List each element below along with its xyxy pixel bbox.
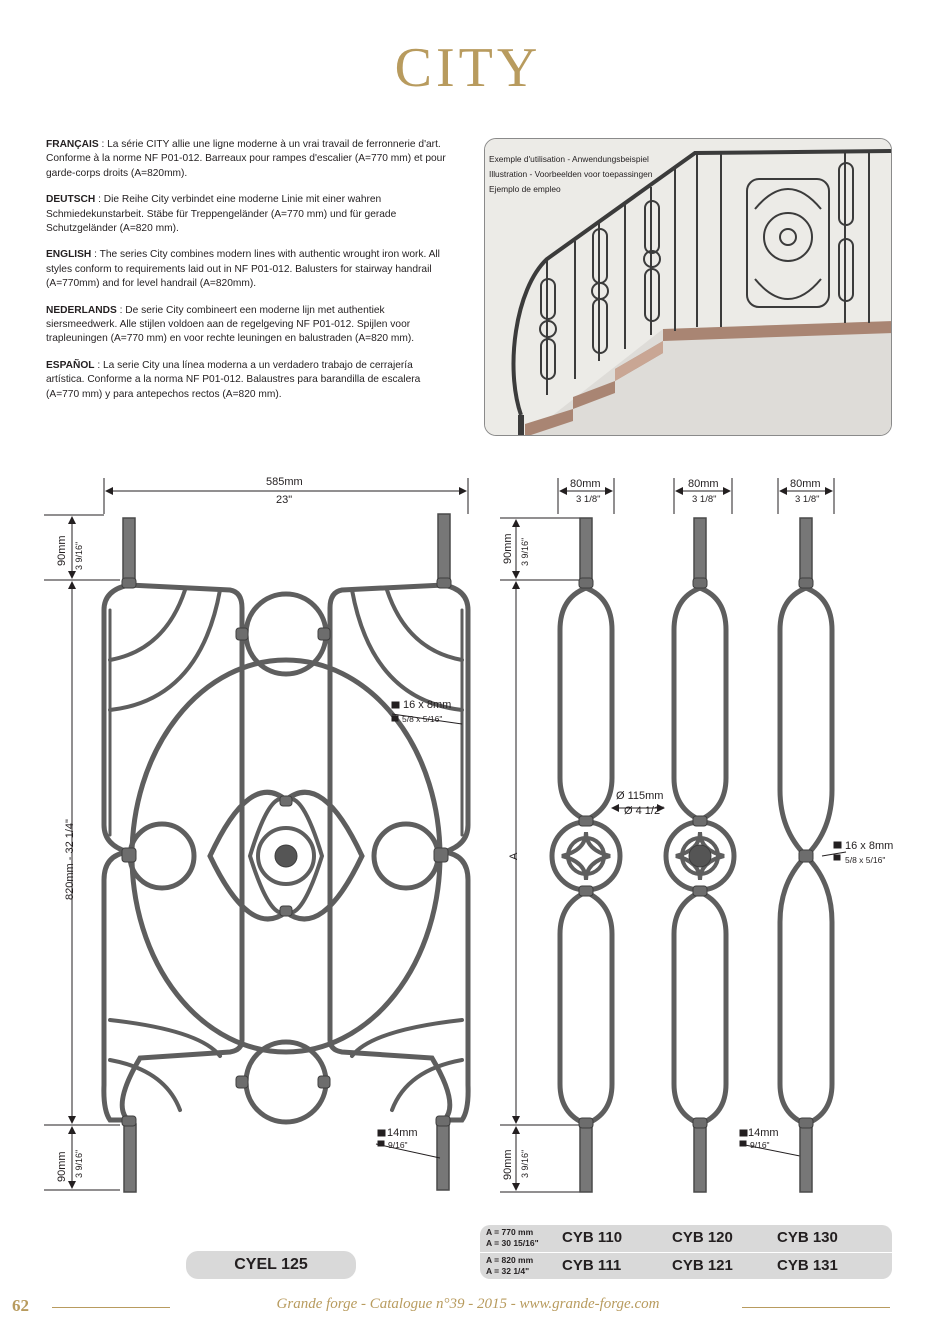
panel-bottom-mm: 90mm bbox=[56, 1151, 68, 1182]
panel-rod-mm: 14mm bbox=[387, 1127, 418, 1139]
baluster-cyb-110-collars bbox=[579, 578, 593, 1128]
baluster-top-mm: 90mm bbox=[502, 533, 514, 564]
code-cyb-130: CYB 130 bbox=[777, 1229, 838, 1246]
baluster-rod-in: 9/16" bbox=[750, 1140, 770, 1150]
row1-a-label: A = 770 mm A = 30 15/16" bbox=[486, 1227, 539, 1248]
table-row bbox=[480, 1252, 892, 1279]
photo-caption: Exemple d'utilisation - Anwendungsbeispiel Illustration - Voorbeelden voor toepassingen Ejemplo de empleo bbox=[489, 154, 653, 194]
baluster-bar-in: 5/8 x 5/16" bbox=[845, 855, 886, 865]
baluster1-width-in: 3 1/8" bbox=[576, 494, 601, 505]
baluster-rod-mm: 14mm bbox=[748, 1127, 779, 1139]
panel-top-mm: 90mm bbox=[56, 535, 68, 566]
circle-diameter-mm: Ø 115mm bbox=[616, 790, 664, 802]
table-row bbox=[480, 1225, 892, 1252]
panel-height: 820mm - 32 1/4" bbox=[64, 819, 76, 900]
baluster-cyb-120-collars bbox=[689, 578, 711, 1128]
baluster2-width-in: 3 1/8" bbox=[692, 494, 717, 505]
code-cyb-120: CYB 120 bbox=[672, 1229, 733, 1246]
code-cyb-131: CYB 131 bbox=[777, 1257, 838, 1274]
code-cyb-111: CYB 111 bbox=[562, 1257, 622, 1274]
description-es: ESPAÑOL : La serie City una línea moderna a un verdadero trabajo de cerrajería artística. Conforme a la norma NF P01-012. Balaustres para barandilla de escalera (A=770 mm) y para antepechos rectos (A=820 mm). bbox=[46, 359, 421, 400]
page-number: 62 bbox=[12, 1296, 29, 1315]
footer-rule-right bbox=[742, 1307, 890, 1308]
code-cyb-110: CYB 110 bbox=[562, 1229, 623, 1246]
description-en: ENGLISH : The series City combines modern lines with authentic wrought iron work. All styles conform to requirements laid out in NF P01-012. Balusters for stairway handrail (A=770mm) and for level handrail (A=820mm). bbox=[46, 249, 440, 290]
code-cyb-121: CYB 121 bbox=[672, 1257, 733, 1274]
baluster3-width-mm: 80mm bbox=[790, 478, 821, 490]
baluster-bar-mm: 16 x 8mm bbox=[845, 840, 894, 852]
footer-text: Grande forge - Catalogue n°39 - 2015 - www.grande-forge.com bbox=[276, 1296, 660, 1312]
baluster3-width-in: 3 1/8" bbox=[795, 494, 820, 505]
panel-width-in: 23" bbox=[276, 494, 293, 506]
panel-bottom-in: 3 9/16" bbox=[74, 1149, 84, 1178]
row2-a-label: A = 820 mm A = 32 1/4" bbox=[486, 1255, 534, 1276]
baluster-cyb-110 bbox=[552, 518, 620, 1192]
baluster-top-in: 3 9/16" bbox=[520, 537, 530, 566]
baluster2-width-mm: 80mm bbox=[688, 478, 719, 490]
panel-rod-in: 9/16" bbox=[388, 1140, 408, 1150]
page-title: CITY bbox=[394, 37, 542, 99]
description-de: DEUTSCH : Die Reihe City verbindet eine moderne Linie mit einer wahren Schmiedekunstarbeit. Stäbe für Treppengeländer (A=770 mm) und für gerade Schutzgeländer (A=820 mm). bbox=[46, 194, 397, 235]
panel-width-mm: 585mm bbox=[266, 476, 303, 488]
baluster1-width-mm: 80mm bbox=[570, 478, 601, 490]
baluster-a-label: A bbox=[508, 852, 520, 860]
baluster-bottom-mm: 90mm bbox=[502, 1149, 514, 1180]
panel-top-in: 3 9/16" bbox=[74, 541, 84, 570]
baluster-code-table bbox=[480, 1225, 892, 1279]
description-nl: NEDERLANDS : De serie City combineert een moderne lijn met authentiek siersmeedwerk. Alle stijlen voldoen aan de regelgeving NF P01-012. Spijlen voor trapleuningen (A=770 mm) en voor rechte leuningen en balustraden (A=820 mm). bbox=[46, 304, 415, 345]
baluster-cyb-130-collars bbox=[799, 578, 813, 1128]
panel-bar-mm: 16 x 8mm bbox=[403, 699, 452, 711]
circle-diameter-in: Ø 4 1/2" bbox=[624, 805, 664, 817]
baluster-bottom-in: 3 9/16" bbox=[520, 1149, 530, 1178]
panel-code: CYEL 125 bbox=[186, 1251, 356, 1279]
description-fr: FRANÇAIS : La série CITY allie une ligne moderne à un vrai travail de ferronnerie d'art. Conforme à la norme NF P01-012. Barreaux pour rampes d'escalier (A=770 mm) et pour garde-corps droits (A=820mm). bbox=[46, 139, 446, 179]
panel-bar-in: 5/8 x 5/16" bbox=[402, 714, 443, 724]
